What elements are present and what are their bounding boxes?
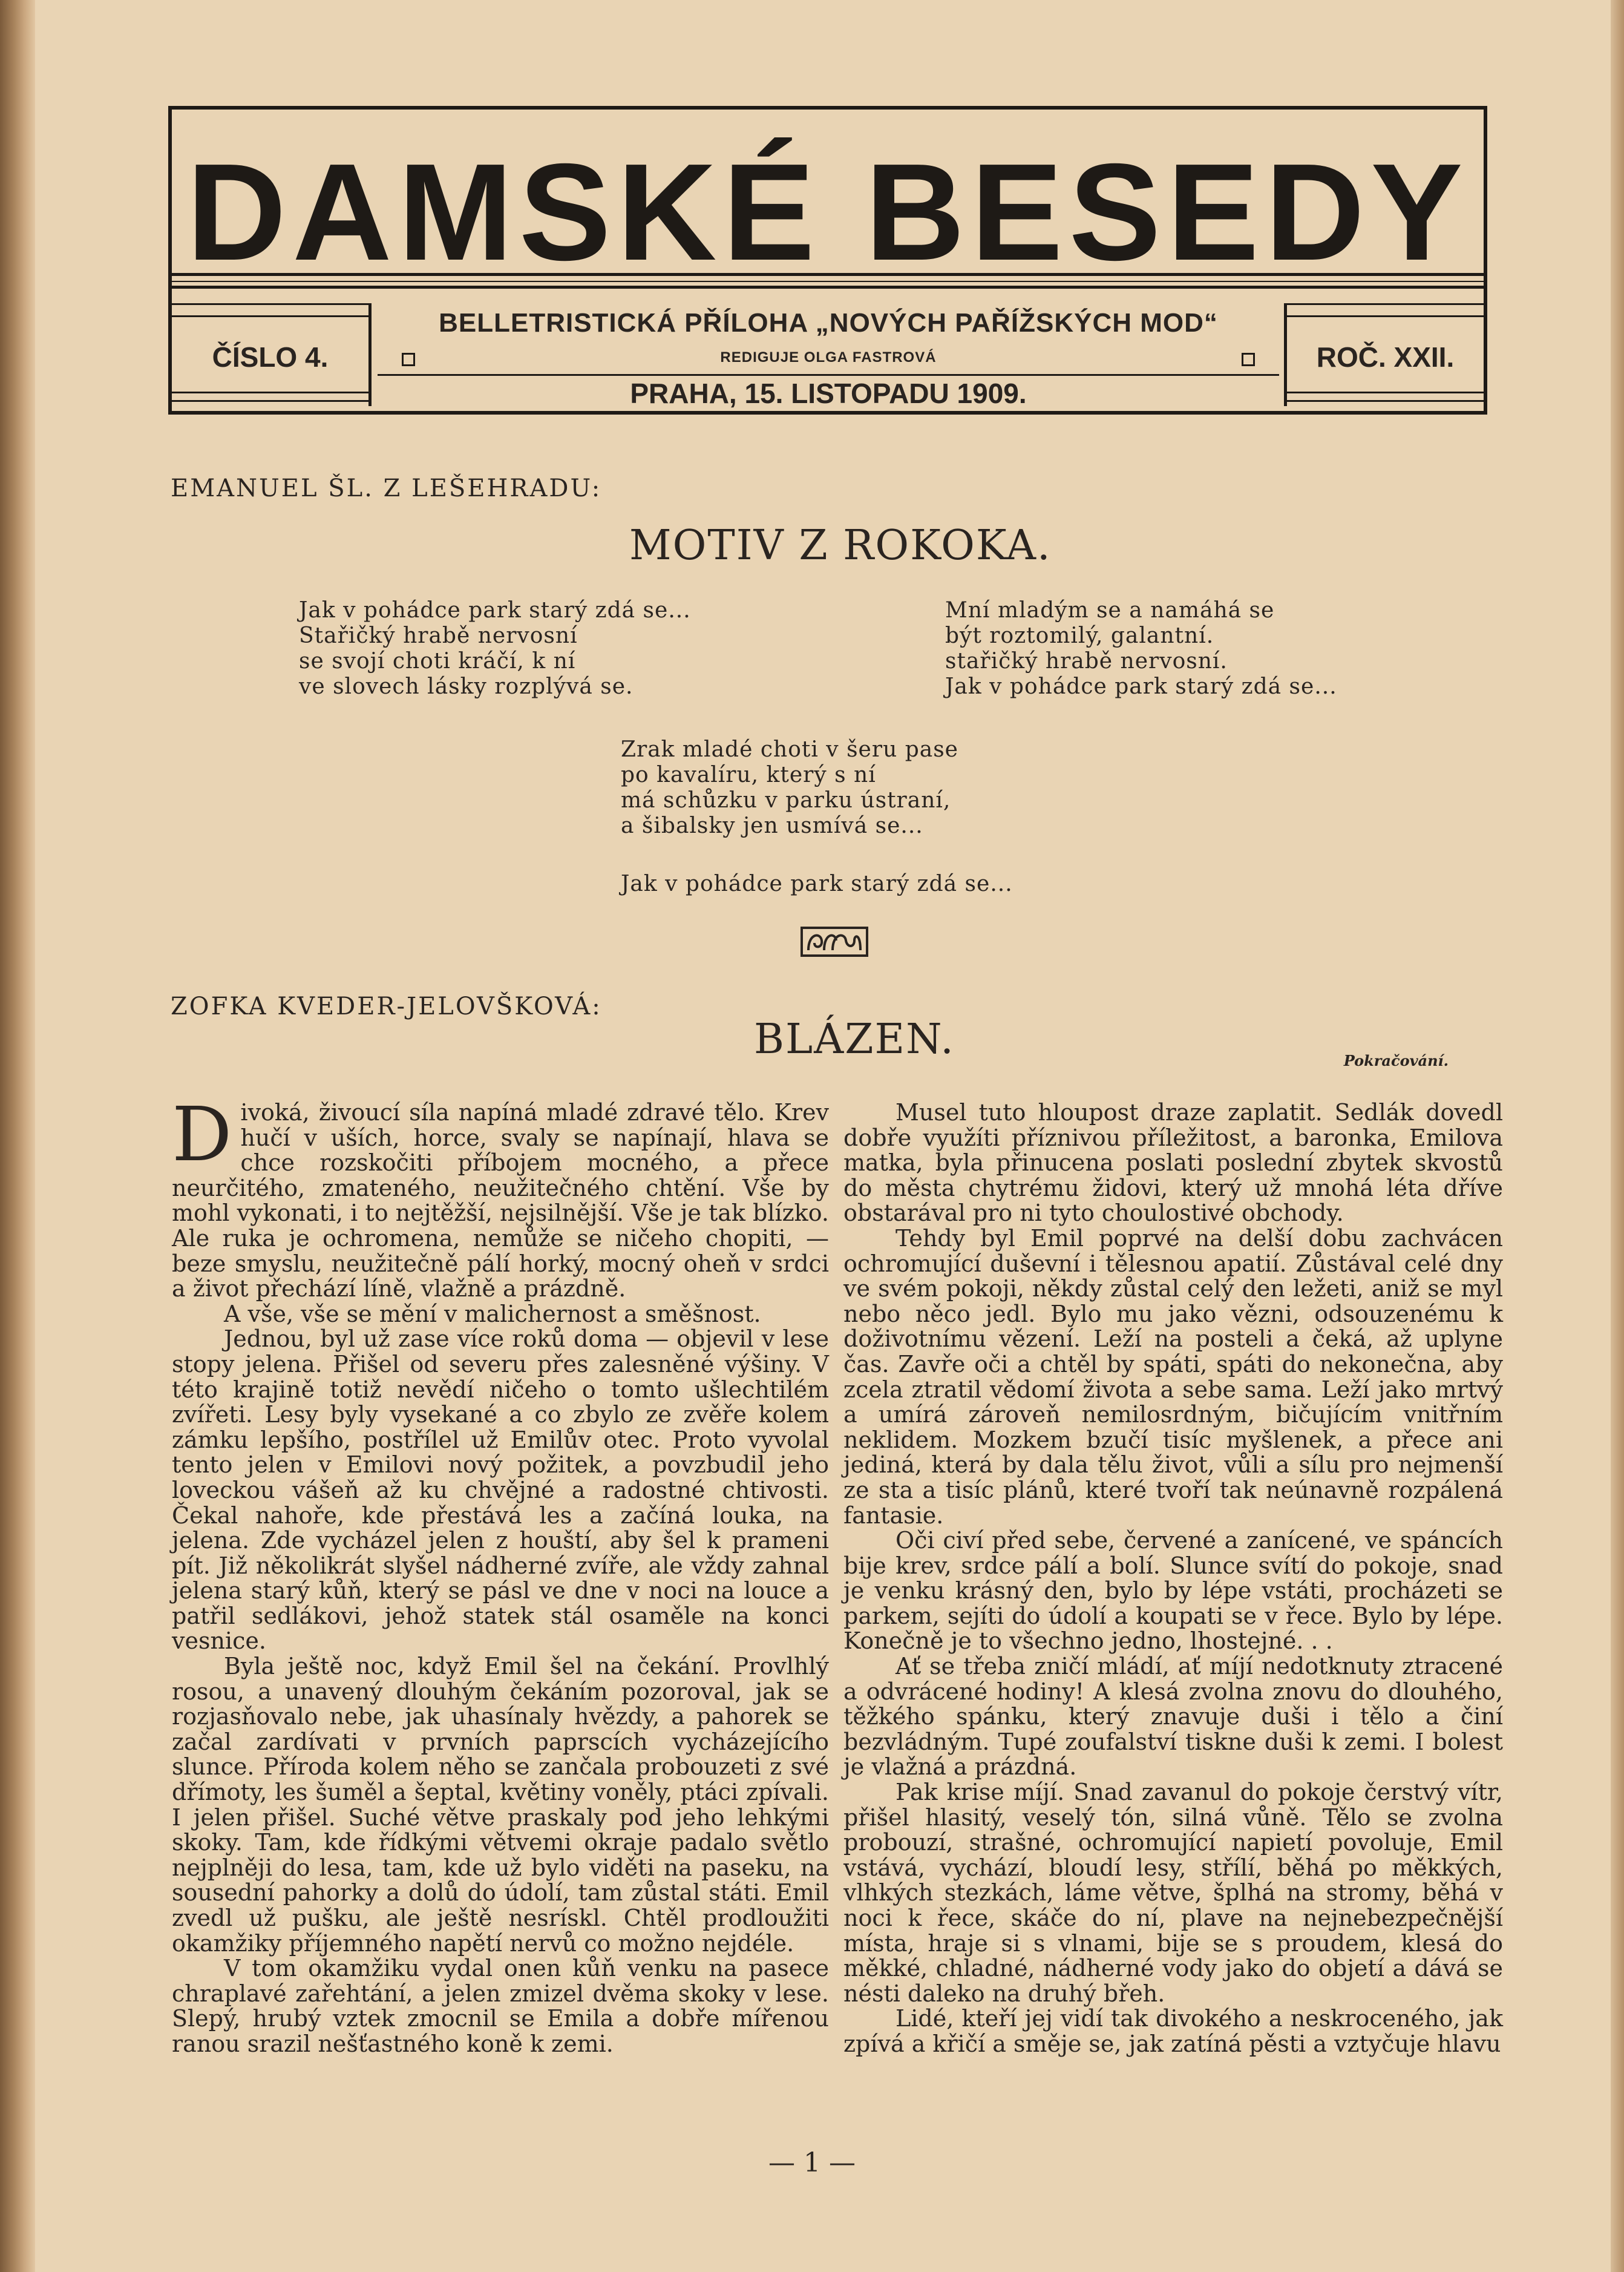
paragraph: Lidé, kteří jej vidí tak divokého a neskroceného, jak zpívá a křičí a směje se, jak zatíná pěsti a vztyčuje hlavu: [843, 2005, 1503, 2057]
verse-line: stařičký hrabě nervosní.: [945, 649, 1228, 674]
verse-line: Zrak mladé choti v šeru pase: [621, 737, 958, 762]
rule: [172, 400, 368, 402]
supplement-subtitle: BELLETRISTICKÁ PŘÍLOHA „NOVÝCH PAŘÍŽSKÝCH MOD“: [439, 308, 1218, 338]
refrain: [621, 872, 1013, 897]
masthead-centre: [378, 303, 1279, 409]
volume-box: [1284, 303, 1484, 406]
verse-line: se svojí choti kráčí, k ní: [299, 649, 576, 674]
paragraph: V tom okamžiku vydal onen kůň venku na pasece chraplavé zařehtání, a jelen zmizel dvěma skoky v lese. Slepý, hrubý vztek zmocnil se Emila a dobře mířenou ranou srazil nešťastného koně k zemi.: [172, 1955, 829, 2057]
verse-line: Jak v pohádce park starý zdá se...: [621, 872, 1013, 896]
poem-title: MOTIV Z ROKOKA.: [629, 522, 1052, 570]
paragraph: Ať se třeba zničí mládí, ať míjí nedotknuty ztracené a odvrácené hodiny! A klesá zvolna znovu do dlouhého, těžkého spánku, který znavuje duši i tělo a činí bezvládným. Tupé zoufalství tiskne duši k zemi. I bolest je vlažná a prázdná.: [843, 1653, 1503, 1781]
paragraph: Musel tuto hloupost draze zaplatit. Sedlák dovedl dobře využíti příznivou příležitost, a baronka, Emilova matka, byla přinucena poslati poslední zbytek skvostů do města chytrému židovi, který už mnohá léta dříve obstarával pro ni tyto choulostivé obchody.: [843, 1099, 1503, 1227]
issue-box: [172, 303, 372, 406]
verse-line: Jak v pohádce park starý zdá se...: [945, 674, 1337, 699]
paragraph: A vše, vše se mění v malichernost a směšnost.: [224, 1300, 761, 1327]
page-edge: [1611, 0, 1624, 2272]
verse-line: Stařičký hrabě nervosní: [299, 623, 578, 648]
rule: [378, 374, 1279, 376]
rule: [172, 315, 368, 317]
verse-line: má schůzku v parku ústraní,: [621, 788, 951, 813]
dateline: PRAHA, 15. LISTOPADU 1909.: [630, 378, 1027, 409]
rule: [1287, 392, 1484, 393]
editor-line: REDIGUJE OLGA FASTROVÁ: [720, 349, 937, 366]
stanza-3: [621, 737, 958, 839]
stanza-1: [299, 598, 691, 700]
story-title: BLÁZEN.: [754, 1016, 955, 1063]
paragraph: Oči civí před sebe, červené a zanícené, ve spáncích bije krev, srdce pálí a bolí. Slunce svítí do pokoje, snad je venku krásný den, bylo by lépe vstáti, procházeti se parkem, sejíti do údolí a koupati se v řece. Bylo by lépe. Konečně je to všechno jedno, lhostejné. . .: [843, 1527, 1503, 1655]
verse-line: ve slovech lásky rozplývá se.: [299, 674, 634, 699]
paragraph: Jednou, byl už zase více roků doma — objevil v lese stopy jelena. Přišel od severu přes zalesněné výšiny. V této krajině totiž nevědí ničeho o tomto ušlechtilém zvířeti. Lesy byly vysekané a co zbylo ze zvěře kolem zámku lepšího, postřílel už Emilův otec. Proto vyvolal tento jelen v Emilovi nový požitek, a povzbudil jeho loveckou vášeň až ku chvějné a radostné chtivosti. Čekal nahoře, kde přestává les a začíná louka, na jelena. Zde vycházel jelen z houští, aby šel k prameni pít. Již několikrát slyšel nádherné zvíře, ale vždy zahnal jelena starý kůň, který se pásl ve dne v noci na louce a patřil sedlákovi, jehož statek stál osaměle na konci vesnice.: [172, 1325, 829, 1655]
paragraph: Byla ještě noc, když Emil šel na čekání. Provlhlý rosou, a unavený dlouhým čekáním pozoroval, jak se rozjasňovalo nebe, jak uhasínaly hvězdy, a pahorek se začal zardívati v prvních paprscích vycházejícího slunce. Příroda kolem něho se zančala probouzeti z své dřímoty, les šuměl a šeptal, květiny voněly, ptáci zpívali. I jelen přišel. Suché větve praskaly pod jeho lehkými skoky. Tam, kde řídkými větvemi okraje padalo světlo nejplněji do lesa, tam, kde už bylo viděti na paseku, na sousední pahorky a dolů do údolí, tam zůstal státi. Emil zvedl už pušku, ale ještě nesrískl. Chtěl prodloužiti okamžiky příjemného napětí nervů co možno nejdéle.: [172, 1653, 829, 1957]
paragraph: Divoká, živoucí síla napíná mladé zdravé tělo. Krev hučí v uších, horce, svaly se napínají, hlava se chce rozskočiti příbojem mocného, a přece neurčitého, zmateného, neužitečného chtění. Vše by mohl vykonati, i to nejtěžší, nejsilnější. Vše je tak blízko. Ale ruka je ochromena, nemůže se ničeho chopiti, — beze smyslu, neužitečně pálí horký, mocný oheň v srdci a život přechází líně, vlažně a prázdně.: [172, 1091, 829, 1302]
stanza-2: [945, 598, 1337, 700]
rule: [1287, 303, 1484, 305]
story-column-right: [843, 1100, 1503, 2057]
editor-row: [378, 347, 1279, 373]
verse-line: a šibalsky jen usmívá se...: [621, 813, 923, 838]
page-number: — 1 —: [768, 2147, 856, 2178]
verse-line: Jak v pohádce park starý zdá se...: [299, 598, 691, 623]
verse-line: Mní mladým se a namáhá se: [945, 598, 1275, 623]
masthead-rule: [172, 273, 1484, 289]
rule: [172, 303, 368, 305]
drop-cap: D: [172, 1091, 232, 1178]
rule: [172, 392, 368, 393]
volume-number: ROČ. XXII.: [1316, 341, 1455, 373]
square-ornament: [1242, 353, 1255, 366]
paragraph: Tehdy byl Emil poprvé na delší dobu zachvácen ochromující duševní i tělesnou apatií. Zůstával celé dny ve svém pokoji, někdy zůstal celý den ležeti, aniž se myl nebo něco jedl. Bylo mu jako vězni, odsouzenému k doživotnímu vězení. Leží na posteli a čeká, až uplyne čas. Zavře oči a chtěl by spáti, spáti do nekonečna, aby zcela ztratil vědomí života a sebe sama. Leží jako mrtvý a umírá zároveň nemilosrdným, bičujícím vnitřním neklidem. Mozkem bzučí tisíc myšlenek, a přece ani jediná, která by dala tělu život, vůli a sílu pro nejmenší ze sta a tisíc plánů, které tvoří tak neúnavně rozpálená fantasie.: [843, 1224, 1503, 1529]
rule: [1287, 400, 1484, 402]
continuation-note: Pokračování.: [1343, 1052, 1449, 1069]
fleuron-ornament: [800, 926, 869, 957]
book-binding: [0, 0, 35, 2272]
story-column-left: [172, 1091, 829, 2057]
verse-line: po kavalíru, který s ní: [621, 763, 876, 787]
rule: [1287, 315, 1484, 317]
verse-line: být roztomilý, galantní.: [945, 623, 1214, 648]
masthead: [168, 106, 1487, 415]
paragraph: Pak krise míjí. Snad zavanul do pokoje čerstvý vítr, přišel hlasitý, veselý tón, silná vůně. Tělo se zvolna probouzí, strašné, ochromující napietí povoluje, Emil vstává, vychází, bloudí lesy, střílí, běhá po měkkých, vlhkých stezkách, láme větve, šplhá na stromy, běhá v noci k řece, skáče do ní, plave na nejnebezpečnější místa, hraje si s vlnami, bije se s proudem, klesá do měkké, chladné, nádherné vody jako do objetí a dává se nésti daleko na druhý břeh.: [843, 1779, 1503, 2007]
journal-title: DAMSKÉ BESEDY: [186, 136, 1469, 289]
poem-author: EMANUEL ŠL. Z LEŠEHRADU:: [171, 474, 602, 502]
issue-number: ČÍSLO 4.: [212, 341, 329, 373]
story-author: ZOFKA KVEDER-JELOVŠKOVÁ:: [171, 993, 602, 1020]
